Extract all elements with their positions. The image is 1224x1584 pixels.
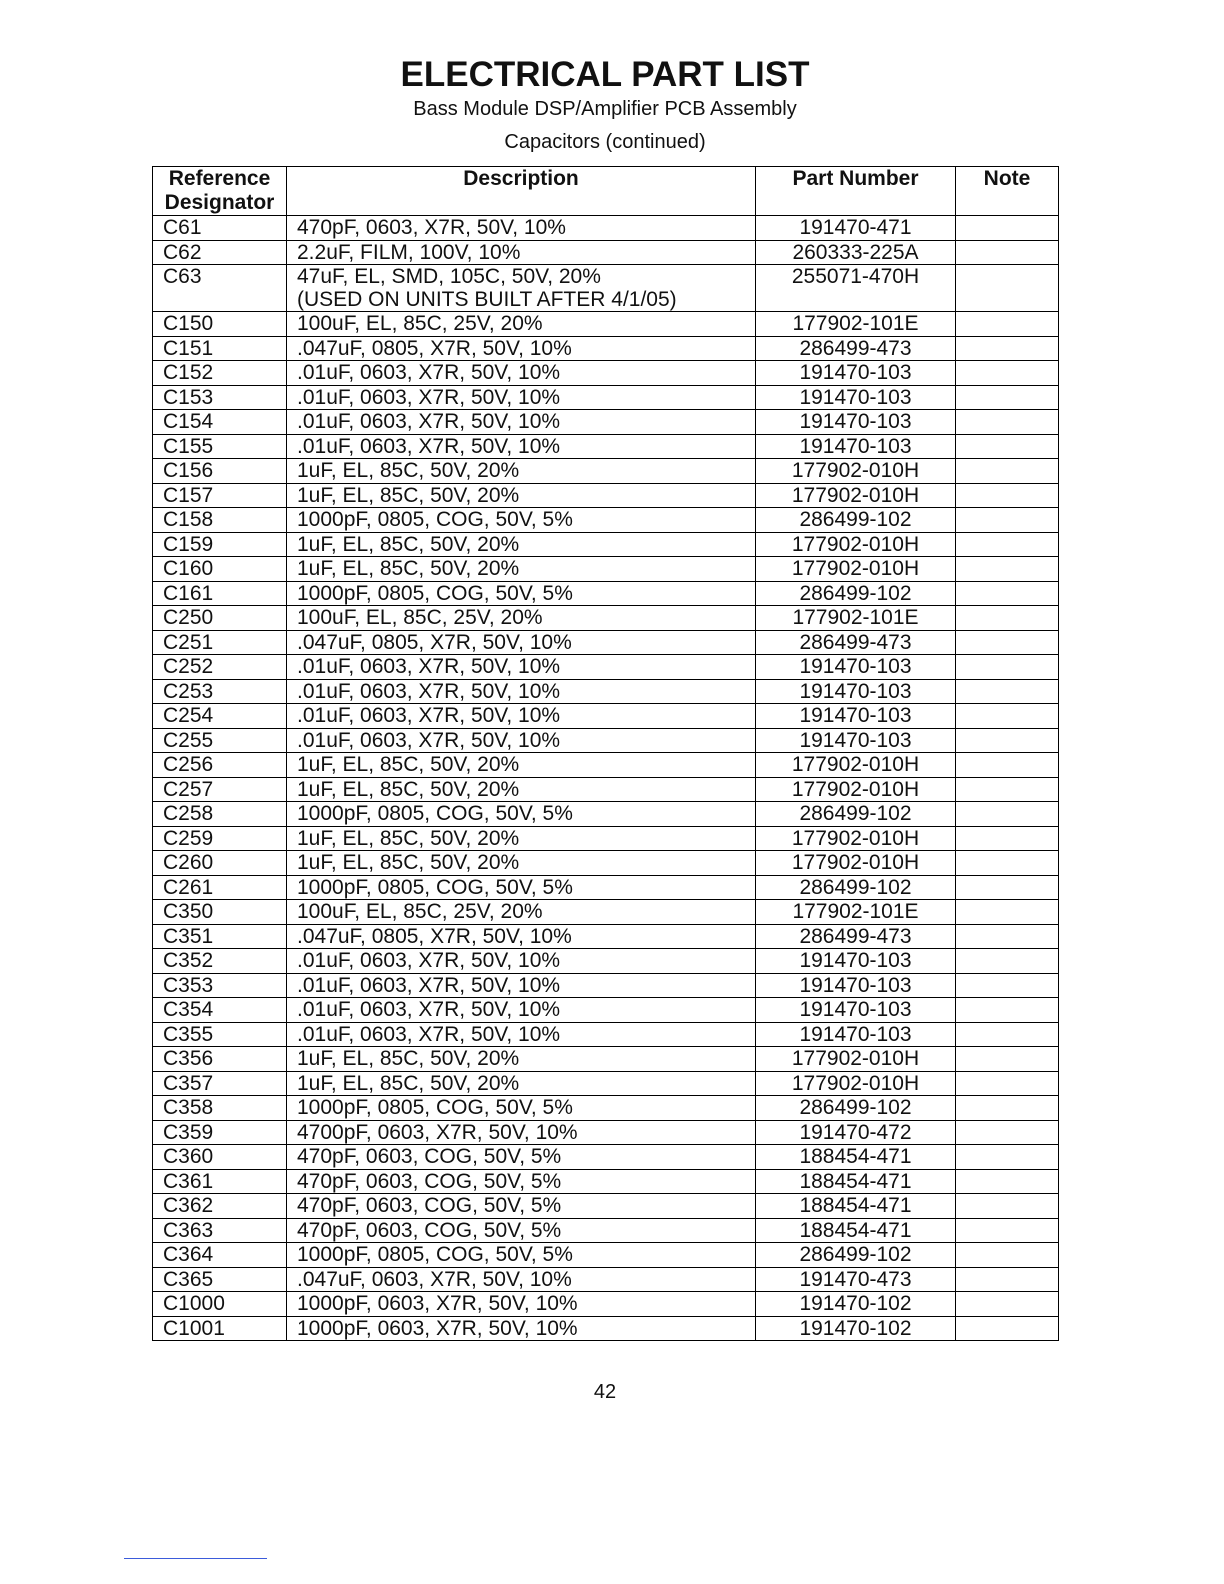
reference-designator-cell: C251 [153,630,287,655]
part-number-cell: 286499-473 [756,630,956,655]
reference-designator-cell: C358 [153,1096,287,1121]
description-cell [287,679,756,704]
table-row [153,312,1059,337]
description-line: .01uF, 0603, X7R, 50V, 10% [297,655,561,678]
part-number-cell: 191470-103 [756,410,956,435]
description-line: 100uF, EL, 85C, 25V, 20% [297,312,543,335]
table-row [153,851,1059,876]
note-cell [956,581,1059,606]
part-number-cell: 191470-103 [756,949,956,974]
description-cell [287,581,756,606]
note-cell [956,385,1059,410]
table-row [153,434,1059,459]
table-row [153,679,1059,704]
reference-designator-cell: C1001 [153,1316,287,1341]
description-cell [287,875,756,900]
reference-designator-cell: C256 [153,753,287,778]
reference-designator-cell: C257 [153,777,287,802]
note-cell [956,1047,1059,1072]
note-cell [956,312,1059,337]
note-cell [956,679,1059,704]
table-row [153,508,1059,533]
table-row [153,1096,1059,1121]
description-cell [287,728,756,753]
description-cell [287,753,756,778]
part-number-cell: 191470-103 [756,434,956,459]
note-cell [956,265,1059,312]
part-number-cell: 255071-470H [756,265,956,312]
header-ref-line1: Reference [168,167,271,190]
description-line: 470pF, 0603, COG, 50V, 5% [297,1145,562,1168]
table-row [153,336,1059,361]
table-row [153,777,1059,802]
description-line: 1000pF, 0805, COG, 50V, 5% [297,802,573,825]
table-row [153,655,1059,680]
description-line: 1uF, EL, 85C, 50V, 20% [297,459,520,482]
table-row [153,459,1059,484]
description-line: 1uF, EL, 85C, 50V, 20% [297,1071,520,1095]
table-row [153,875,1059,900]
part-number-cell: 177902-101E [756,900,956,925]
part-number-cell: 188454-471 [756,1218,956,1243]
description-line: .01uF, 0603, X7R, 50V, 10% [297,973,561,997]
reference-designator-cell: C364 [153,1243,287,1268]
part-number-cell: 286499-102 [756,1243,956,1268]
reference-designator-cell: C156 [153,459,287,484]
part-number-cell: 286499-102 [756,1096,956,1121]
description-cell [287,459,756,484]
description-cell [287,606,756,631]
reference-designator-cell: C255 [153,728,287,753]
description-line: 470pF, 0603, COG, 50V, 5% [297,1194,562,1217]
table-row [153,1316,1059,1341]
part-number-cell: 177902-010H [756,851,956,876]
part-number-cell: 191470-472 [756,1120,956,1145]
part-number-cell: 286499-473 [756,924,956,949]
description-line: 1000pF, 0603, X7R, 50V, 10% [297,1316,578,1340]
reference-designator-cell: C155 [153,434,287,459]
reference-designator-cell: C260 [153,851,287,876]
part-number-cell: 286499-102 [756,581,956,606]
table-row [153,385,1059,410]
table-row [153,1145,1059,1170]
note-cell [956,532,1059,557]
note-cell [956,777,1059,802]
note-cell [956,1022,1059,1047]
table-row [153,1194,1059,1219]
reference-designator-cell: C152 [153,361,287,386]
description-line: 1uF, EL, 85C, 50V, 20% [297,557,520,580]
note-cell [956,1292,1059,1317]
note-cell [956,434,1059,459]
table-row [153,1267,1059,1292]
description-cell [287,704,756,729]
description-line: 1uF, EL, 85C, 50V, 20% [297,851,520,874]
description-cell [287,802,756,827]
part-number-cell: 177902-101E [756,606,956,631]
description-cell [287,336,756,361]
note-cell [956,728,1059,753]
note-cell [956,851,1059,876]
description-line: 100uF, EL, 85C, 25V, 20% [297,900,543,923]
reference-designator-cell: C160 [153,557,287,582]
part-number-cell: 191470-103 [756,728,956,753]
note-cell [956,753,1059,778]
part-number-cell: 177902-010H [756,826,956,851]
description-cell [287,385,756,410]
description-line: .01uF, 0603, X7R, 50V, 10% [297,1022,561,1046]
table-row [153,216,1059,241]
description-cell [287,312,756,337]
description-line: .047uF, 0805, X7R, 50V, 10% [297,336,572,360]
description-line: 4700pF, 0603, X7R, 50V, 10% [297,1120,578,1144]
description-line: 47uF, EL, SMD, 105C, 50V, 20% [297,265,601,288]
description-line: .01uF, 0603, X7R, 50V, 10% [297,434,561,458]
note-cell [956,1120,1059,1145]
description-cell [287,240,756,265]
part-number-cell: 177902-010H [756,459,956,484]
table-row [153,1071,1059,1096]
description-line: .01uF, 0603, X7R, 50V, 10% [297,998,561,1021]
header-part-number: Part Number [756,167,956,216]
part-number-cell: 191470-103 [756,655,956,680]
note-cell [956,998,1059,1023]
table-row [153,1120,1059,1145]
description-line: 1uF, EL, 85C, 50V, 20% [297,483,520,507]
part-number-cell: 177902-101E [756,312,956,337]
page-title: ELECTRICAL PART LIST [400,55,810,94]
part-number-cell: 191470-103 [756,1022,956,1047]
table-row [153,557,1059,582]
footnote-separator [124,1558,267,1559]
reference-designator-cell: C150 [153,312,287,337]
note-cell [956,1169,1059,1194]
description-cell [287,1194,756,1219]
part-number-cell: 191470-103 [756,385,956,410]
note-cell [956,973,1059,998]
note-cell [956,483,1059,508]
description-cell [287,1047,756,1072]
table-row [153,483,1059,508]
reference-designator-cell: C261 [153,875,287,900]
note-cell [956,459,1059,484]
table-row [153,704,1059,729]
description-line: 470pF, 0603, COG, 50V, 5% [297,1218,562,1242]
table-row [153,900,1059,925]
part-number-cell: 191470-102 [756,1316,956,1341]
reference-designator-cell: C254 [153,704,287,729]
reference-designator-cell: C153 [153,385,287,410]
part-number-cell: 177902-010H [756,483,956,508]
part-number-cell: 188454-471 [756,1145,956,1170]
description-line: .01uF, 0603, X7R, 50V, 10% [297,949,561,972]
note-cell [956,875,1059,900]
note-cell [956,1071,1059,1096]
description-line: 1uF, EL, 85C, 50V, 20% [297,777,520,801]
note-cell [956,1243,1059,1268]
table-row [153,581,1059,606]
note-cell [956,1316,1059,1341]
table-row [153,998,1059,1023]
description-cell [287,1022,756,1047]
table-row [153,410,1059,435]
table-row [153,606,1059,631]
description-cell [287,655,756,680]
description-line: 1000pF, 0603, X7R, 50V, 10% [297,1292,578,1315]
description-cell [287,998,756,1023]
description-cell [287,434,756,459]
part-number-cell: 177902-010H [756,557,956,582]
header-description: Description [287,167,756,216]
description-cell [287,361,756,386]
reference-designator-cell: C158 [153,508,287,533]
note-cell [956,924,1059,949]
description-cell [287,532,756,557]
description-cell [287,1267,756,1292]
note-cell [956,630,1059,655]
part-number-cell: 191470-103 [756,973,956,998]
description-cell [287,216,756,241]
reference-designator-cell: C61 [153,216,287,241]
note-cell [956,240,1059,265]
part-number-cell: 177902-010H [756,1071,956,1096]
reference-designator-cell: C161 [153,581,287,606]
description-cell [287,410,756,435]
note-cell [956,655,1059,680]
note-cell [956,1145,1059,1170]
reference-designator-cell: C154 [153,410,287,435]
description-cell [287,1071,756,1096]
note-cell [956,826,1059,851]
description-line: .01uF, 0603, X7R, 50V, 10% [297,361,561,384]
description-cell [287,1120,756,1145]
description-line: 100uF, EL, 85C, 25V, 20% [297,606,543,629]
reference-designator-cell: C354 [153,998,287,1023]
description-line: 2.2uF, FILM, 100V, 10% [297,240,521,264]
description-cell [287,265,756,312]
part-number-cell: 191470-103 [756,704,956,729]
reference-designator-cell: C352 [153,949,287,974]
note-cell [956,1194,1059,1219]
part-number-cell: 286499-102 [756,802,956,827]
section-heading: Capacitors (continued) [504,131,706,153]
description-line: 1000pF, 0805, COG, 50V, 5% [297,581,573,605]
note-cell [956,704,1059,729]
note-cell [956,557,1059,582]
description-line: 470pF, 0603, X7R, 50V, 10% [297,216,566,239]
description-line: 1000pF, 0805, COG, 50V, 5% [297,508,573,531]
note-cell [956,1096,1059,1121]
reference-designator-cell: C252 [153,655,287,680]
description-line: 1000pF, 0805, COG, 50V, 5% [297,875,573,899]
note-cell [956,900,1059,925]
table-row [153,1047,1059,1072]
description-cell [287,851,756,876]
table-row [153,1022,1059,1047]
table-row [153,826,1059,851]
part-number-cell: 191470-103 [756,998,956,1023]
reference-designator-cell: C351 [153,924,287,949]
reference-designator-cell: C360 [153,1145,287,1170]
description-cell [287,1145,756,1170]
part-number-cell: 191470-103 [756,361,956,386]
reference-designator-cell: C159 [153,532,287,557]
table-row [153,728,1059,753]
table-row [153,1169,1059,1194]
description-cell [287,483,756,508]
description-cell [287,508,756,533]
header-row [153,167,1059,216]
description-line: 1uF, EL, 85C, 50V, 20% [297,532,520,556]
description-cell [287,557,756,582]
reference-designator-cell: C258 [153,802,287,827]
description-cell [287,1169,756,1194]
description-line: 1uF, EL, 85C, 50V, 20% [297,753,520,776]
note-cell [956,508,1059,533]
table-row [153,924,1059,949]
description-line: .01uF, 0603, X7R, 50V, 10% [297,679,561,703]
reference-designator-cell: C63 [153,265,287,312]
header-ref-line2: Designator [164,191,275,214]
table-row [153,802,1059,827]
reference-designator-cell: C357 [153,1071,287,1096]
reference-designator-cell: C355 [153,1022,287,1047]
description-line: .047uF, 0805, X7R, 50V, 10% [297,630,572,654]
description-cell [287,900,756,925]
note-cell [956,410,1059,435]
note-cell [956,949,1059,974]
part-number-cell: 191470-102 [756,1292,956,1317]
note-cell [956,802,1059,827]
table-row [153,265,1059,312]
description-line: .01uF, 0603, X7R, 50V, 10% [297,410,561,433]
table-row [153,753,1059,778]
reference-designator-cell: C151 [153,336,287,361]
description-cell [287,973,756,998]
table-row [153,1243,1059,1268]
parts-table-body [153,216,1059,1341]
note-cell [956,1218,1059,1243]
description-line: .047uF, 0603, X7R, 50V, 10% [297,1267,572,1291]
note-cell [956,336,1059,361]
description-line: 470pF, 0603, COG, 50V, 5% [297,1169,562,1193]
parts-table-header [153,167,1059,216]
description-cell [287,1243,756,1268]
reference-designator-cell: C353 [153,973,287,998]
part-number-cell: 191470-473 [756,1267,956,1292]
note-cell [956,606,1059,631]
reference-designator-cell: C363 [153,1218,287,1243]
description-cell [287,1316,756,1341]
parts-table [152,166,1059,1341]
table-row [153,949,1059,974]
part-number-cell: 260333-225A [756,240,956,265]
table-row [153,1292,1059,1317]
table-row [153,1218,1059,1243]
description-line: .01uF, 0603, X7R, 50V, 10% [297,728,561,752]
description-line: .01uF, 0603, X7R, 50V, 10% [297,704,561,727]
description-cell [287,949,756,974]
description-cell [287,1096,756,1121]
reference-designator-cell: C250 [153,606,287,631]
reference-designator-cell: C259 [153,826,287,851]
part-number-cell: 177902-010H [756,532,956,557]
description-cell [287,826,756,851]
reference-designator-cell: C1000 [153,1292,287,1317]
note-cell [956,216,1059,241]
part-number-cell: 188454-471 [756,1194,956,1219]
reference-designator-cell: C356 [153,1047,287,1072]
table-row [153,361,1059,386]
reference-designator-cell: C157 [153,483,287,508]
description-line: 1uF, EL, 85C, 50V, 20% [297,826,520,850]
reference-designator-cell: C62 [153,240,287,265]
description-line: 1000pF, 0805, COG, 50V, 5% [297,1243,573,1266]
page-subtitle: Bass Module DSP/Amplifier PCB Assembly [413,98,797,120]
part-number-cell: 177902-010H [756,777,956,802]
reference-designator-cell: C359 [153,1120,287,1145]
part-number-cell: 177902-010H [756,753,956,778]
table-row [153,973,1059,998]
description-cell [287,1218,756,1243]
reference-designator-cell: C365 [153,1267,287,1292]
reference-designator-cell: C361 [153,1169,287,1194]
table-row [153,630,1059,655]
description-cell [287,924,756,949]
page-number: 42 [593,1381,617,1403]
description-line: (USED ON UNITS BUILT AFTER 4/1/05) [297,288,677,311]
header-note: Note [956,167,1059,216]
part-number-cell: 286499-102 [756,508,956,533]
table-row [153,532,1059,557]
part-number-cell: 177902-010H [756,1047,956,1072]
description-cell [287,1292,756,1317]
part-number-cell: 191470-471 [756,216,956,241]
description-line: .01uF, 0603, X7R, 50V, 10% [297,385,561,409]
reference-designator-cell: C253 [153,679,287,704]
reference-designator-cell: C362 [153,1194,287,1219]
header-reference-designator [153,167,287,216]
description-line: 1uF, EL, 85C, 50V, 20% [297,1047,520,1070]
part-number-cell: 188454-471 [756,1169,956,1194]
description-line: .047uF, 0805, X7R, 50V, 10% [297,924,572,948]
note-cell [956,1267,1059,1292]
description-cell [287,630,756,655]
part-number-cell: 286499-102 [756,875,956,900]
description-cell [287,777,756,802]
table-row [153,240,1059,265]
part-number-cell: 191470-103 [756,679,956,704]
note-cell [956,361,1059,386]
part-number-cell: 286499-473 [756,336,956,361]
reference-designator-cell: C350 [153,900,287,925]
description-line: 1000pF, 0805, COG, 50V, 5% [297,1096,573,1119]
